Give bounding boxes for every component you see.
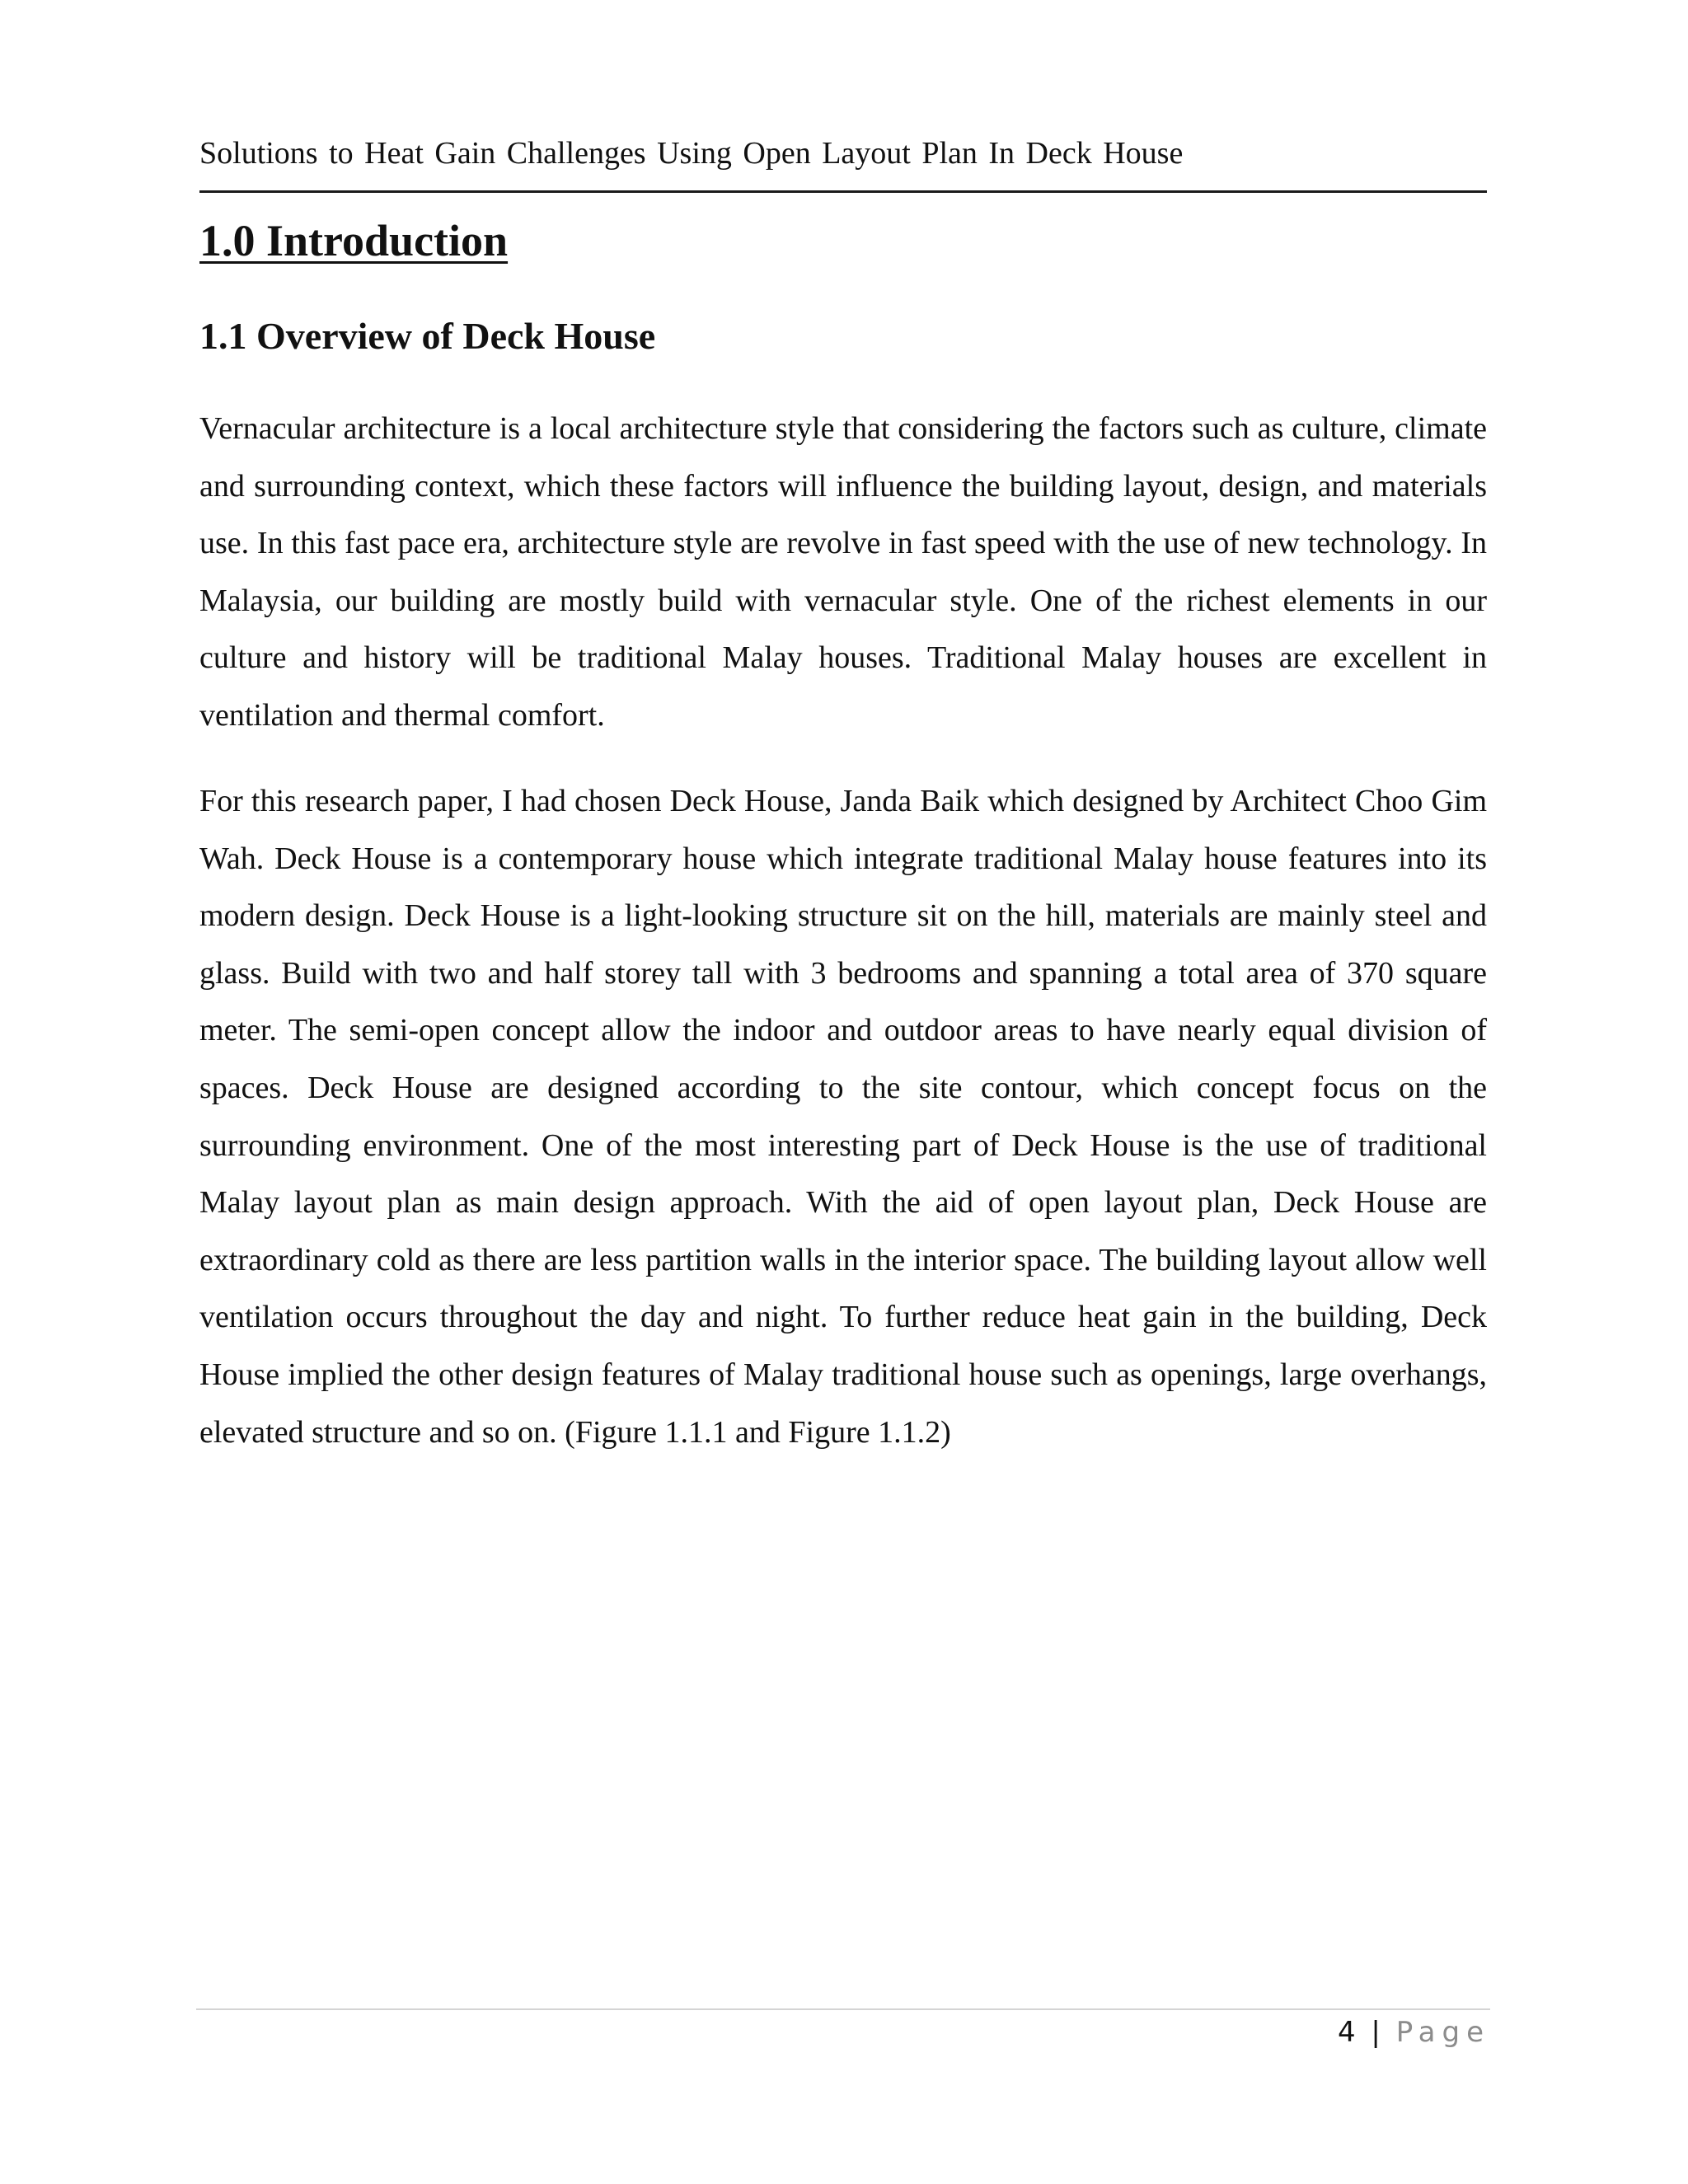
footer-separator: | (1371, 2016, 1381, 2049)
page-label: Page (1395, 2016, 1490, 2049)
header-divider (199, 190, 1487, 193)
body-paragraph: For this research paper, I had chosen Deck House, Janda Baik which designed by Architect Choo Gim Wah. Deck House is a contemporary house which integrate traditional Malay house features into its modern design. Deck House is a light-looking structure sit on the hill, materials are mainly steel and glass. Build with two and half storey tall with 3 bedrooms and spanning a total area of 370 square meter. The semi-open concept allow the indoor and outdoor areas to have nearly equal division of spaces. Deck House are designed according to the site contour, which concept focus on the surrounding environment. One of the most interesting part of Deck House is the use of traditional Malay layout plan as main design approach. With the aid of open layout plan, Deck House are extraordinary cold as there are less partition walls in the interior space. The building layout allow well ventilation occurs throughout the day and night. To further reduce heat gain in the building, Deck House implied the other design features of Malay traditional house such as openings, large overhangs, elevated structure and so on. (Figure 1.1.1 and Figure 1.1.2) (199, 784, 1487, 1450)
footer-divider (196, 2008, 1490, 2010)
page-footer (1338, 2014, 1490, 2050)
section-heading: 1.1 Overview of Deck House (199, 315, 656, 357)
page-number: 4 (1337, 2016, 1356, 2049)
chapter-heading: 1.0 Introduction (199, 216, 509, 265)
running-header: Solutions to Heat Gain Challenges Using Open Layout Plan In Deck House (199, 136, 1184, 171)
body-paragraph: Vernacular architecture is a local architecture style that considering the factors such as culture, climate and surrounding context, which these factors will influence the building layout, design, and materials use. In this fast pace era, architecture style are revolve in fast speed with the use of new technology. In Malaysia, our building are mostly build with vernacular style. One of the richest elements in our culture and history will be traditional Malay houses. Traditional Malay houses are excellent in ventilation and thermal comfort. (199, 411, 1487, 733)
